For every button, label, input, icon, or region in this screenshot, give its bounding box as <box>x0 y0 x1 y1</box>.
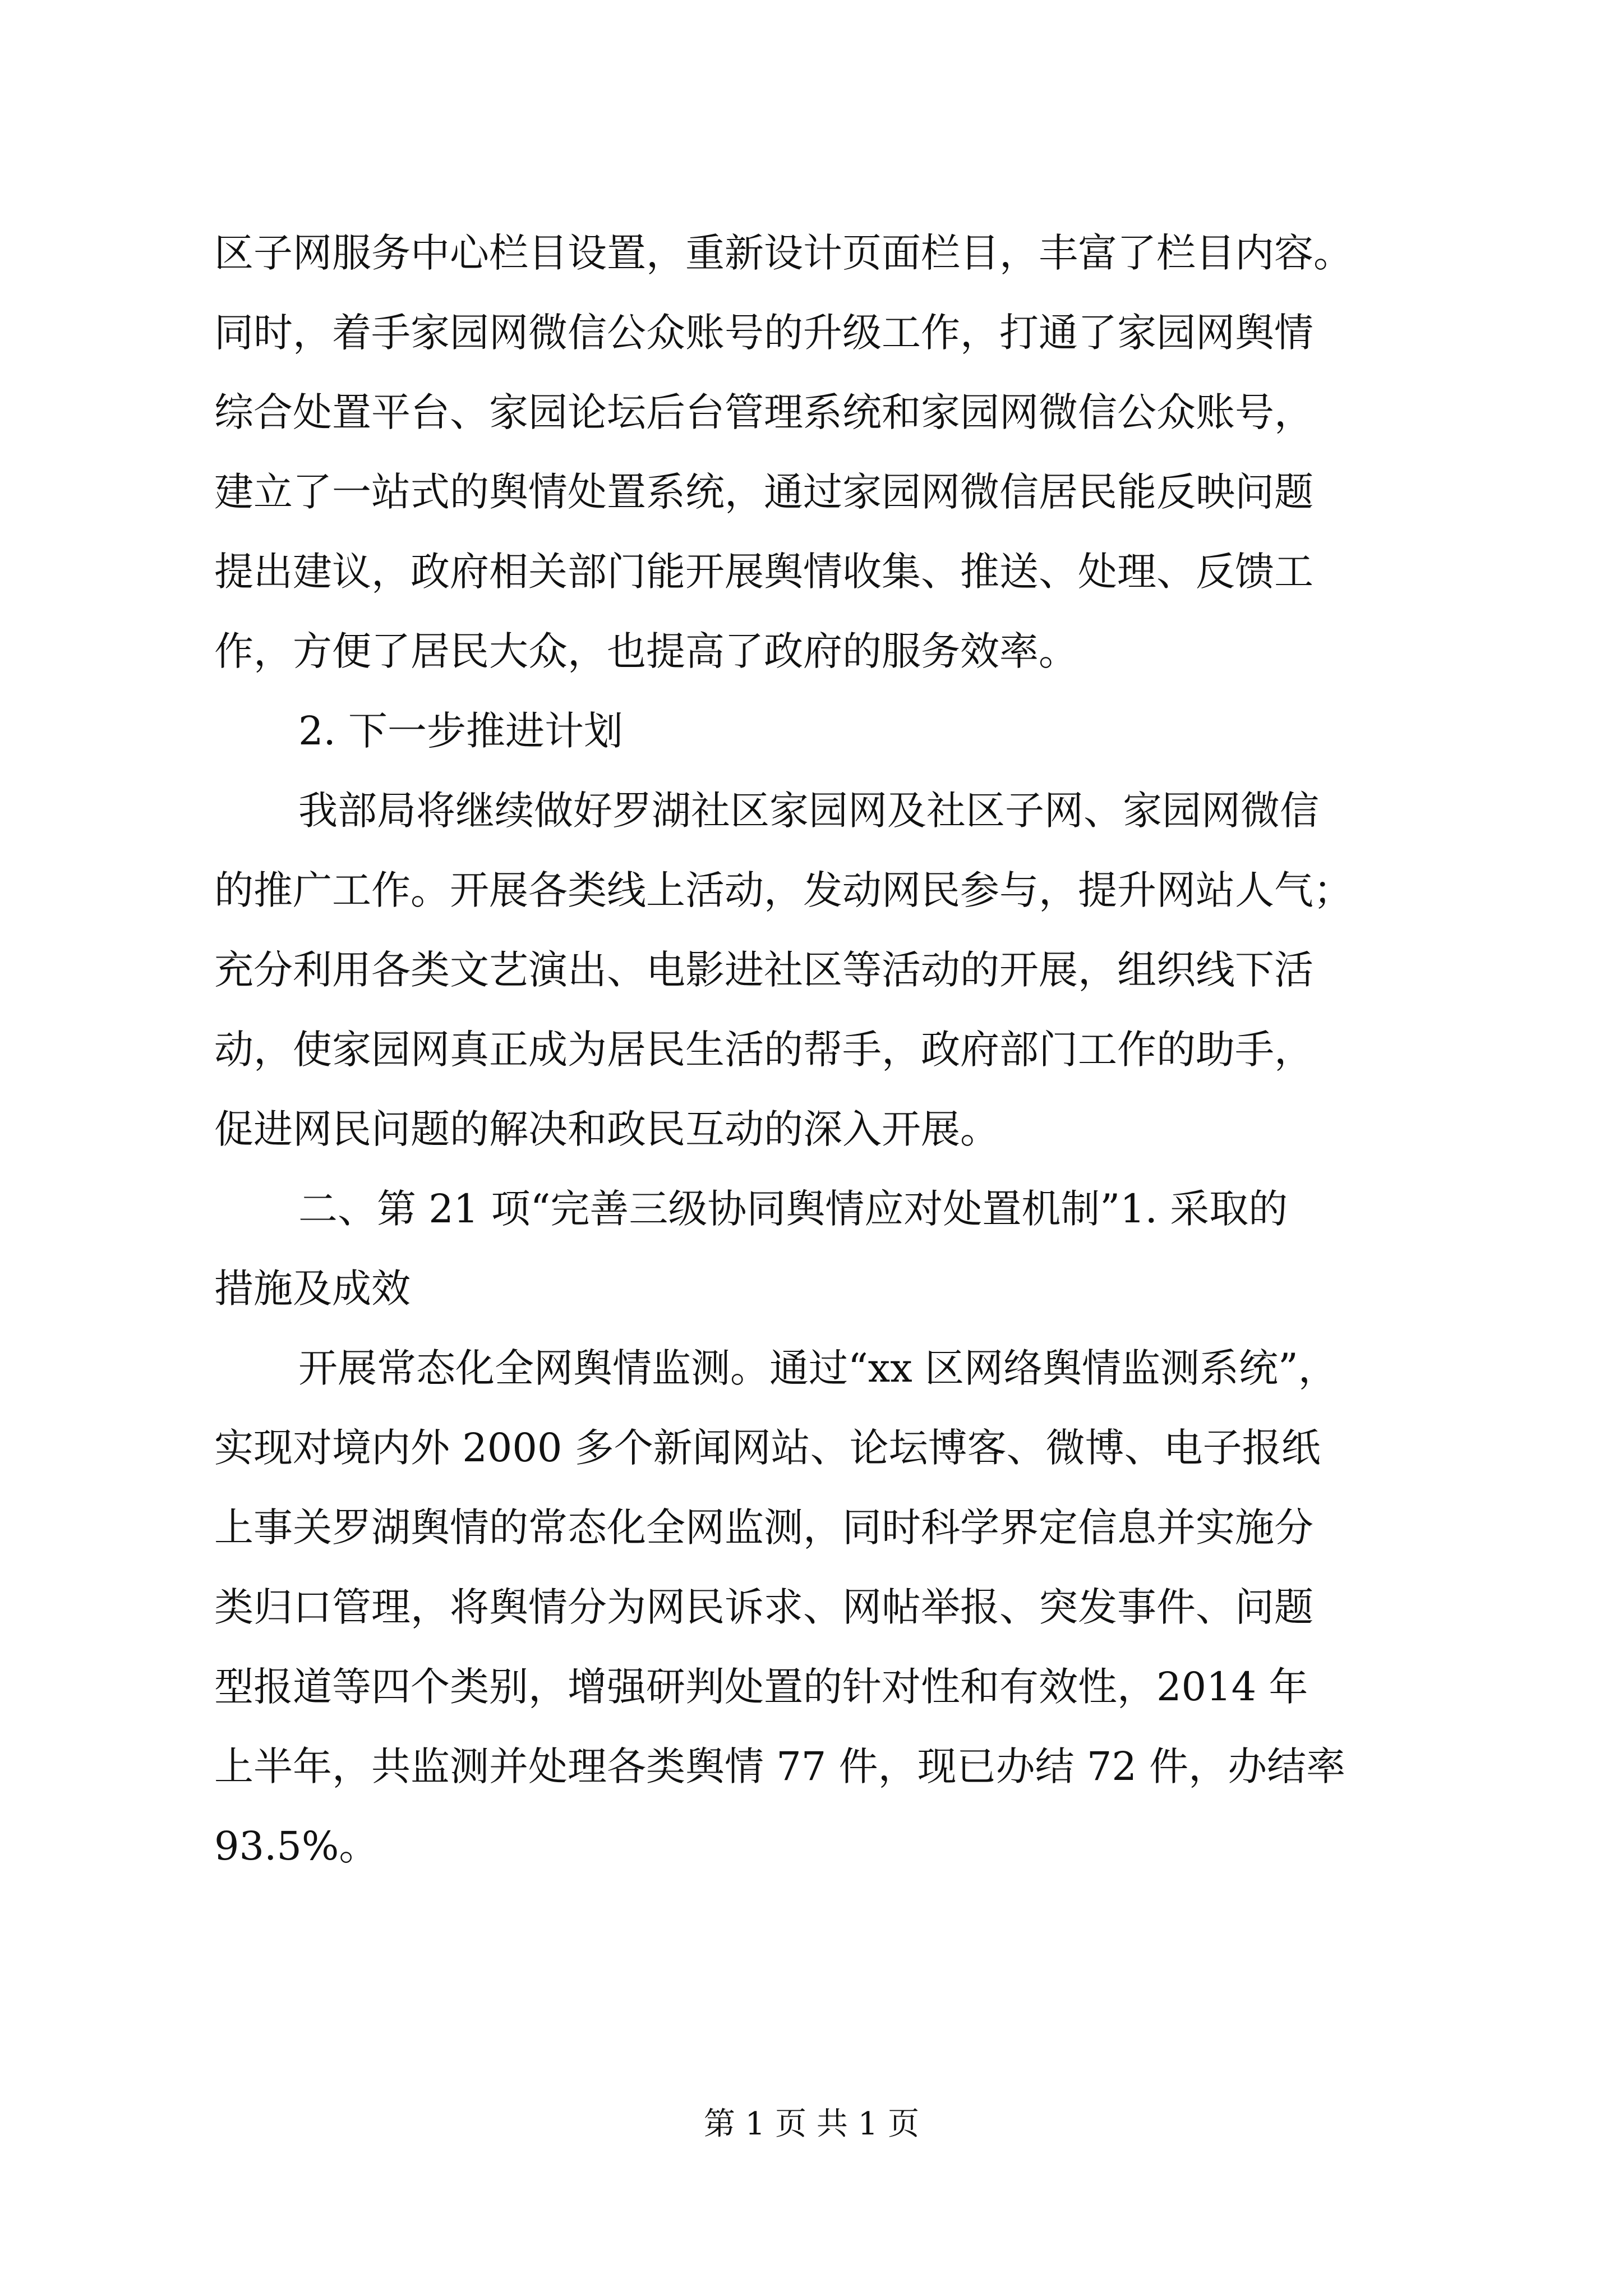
document-body <box>214 213 1426 1886</box>
text-line: 上半年，共监测并处理各类舆情 77 件，现已办结 72 件，办结率 <box>214 1743 1346 1789</box>
text-line: 作，方便了居民大众，也提高了政府的服务效率。 <box>214 628 1078 674</box>
section-heading: 二、第 21 项“完善三级协同舆情应对处置机制”1. 采取的 <box>298 1186 1288 1232</box>
section-heading-continued: 措施及成效 <box>214 1266 411 1312</box>
text-line: 我部局将继续做好罗湖社区家园网及社区子网、家园网微信 <box>298 788 1319 834</box>
text-line: 区子网服务中心栏目设置，重新设计页面栏目，丰富了栏目内容。 <box>214 230 1353 276</box>
text-line: 实现对境内外 2000 多个新闻网站、论坛博客、微博、电子报纸 <box>214 1425 1321 1471</box>
text-line: 类归口管理，将舆情分为网民诉求、网帖举报、突发事件、问题 <box>214 1584 1313 1630</box>
text-line: 动，使家园网真正成为居民生活的帮手，政府部门工作的助手， <box>214 1027 1313 1073</box>
text-line: 提出建议，政府相关部门能开展舆情收集、推送、处理、反馈工 <box>214 549 1313 595</box>
text-line: 促进网民问题的解决和政民互动的深入开展。 <box>214 1106 999 1152</box>
text-line: 综合处置平台、家园论坛后台管理系统和家园网微信公众账号， <box>214 389 1313 435</box>
text-line: 的推广工作。开展各类线上活动，发动网民参与，提升网站人气； <box>214 867 1353 913</box>
text-line: 开展常态化全网舆情监测。通过“xx 区网络舆情监测系统”， <box>298 1345 1338 1391</box>
text-line: 型报道等四个类别，增强研判处置的针对性和有效性，2014 年 <box>214 1664 1308 1710</box>
section-heading: 2. 下一步推进计划 <box>298 708 624 754</box>
text-line: 上事关罗湖舆情的常态化全网监测，同时科学界定信息并实施分 <box>214 1504 1313 1550</box>
text-line: 93.5%。 <box>214 1823 379 1869</box>
text-line: 充分利用各类文艺演出、电影进社区等活动的开展，组织线下活 <box>214 947 1313 993</box>
text-line: 建立了一站式的舆情处置系统，通过家园网微信居民能反映问题 <box>214 469 1313 515</box>
text-line: 同时，着手家园网微信公众账号的升级工作，打通了家园网舆情 <box>214 310 1313 356</box>
page-footer: 第 1 页 共 1 页 <box>703 2106 920 2142</box>
